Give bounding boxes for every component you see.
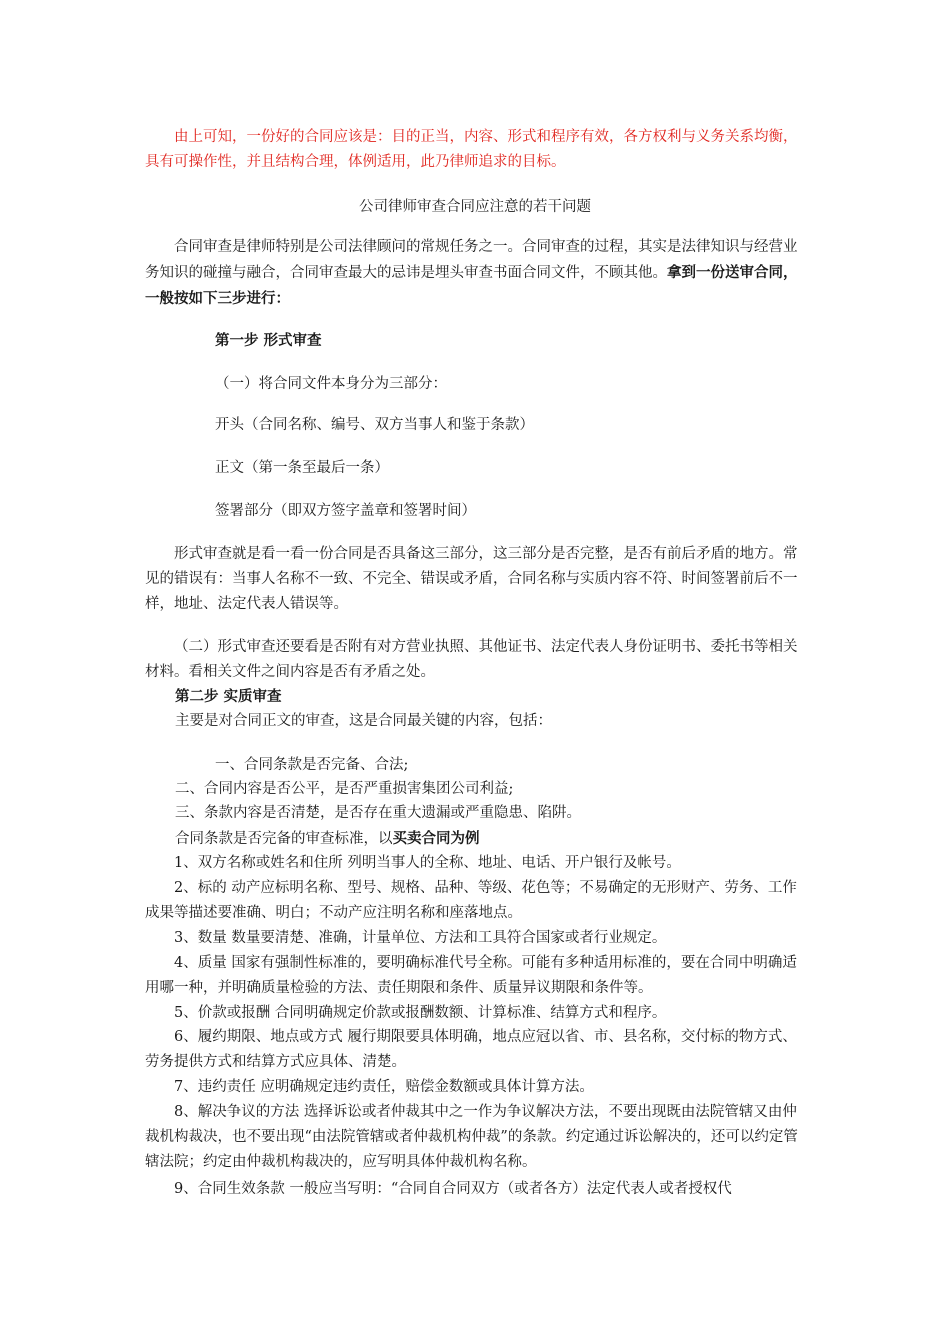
- clause-item-7: 7、违约责任 应明确规定违约责任，赔偿金数额或具体计算方法。: [174, 1079, 594, 1095]
- document-title: 公司律师审查合同应注意的若干问题: [359, 199, 591, 215]
- check-item-3: 三、条款内容是否清楚，是否存在重大遗漏或严重隐患、陷阱。: [175, 805, 581, 821]
- step1-heading: 第一步 形式审查: [215, 332, 322, 349]
- clause-item-1: 1、双方名称或姓名和住所 列明当事人的全称、地址、电话、开户银行及帐号。: [174, 855, 681, 871]
- clause-item-4: 4、质量 国家有强制性标准的，要明确标准代号全称。可能有多种适用标准的，要在合同中明确适用哪一种，并明确质量检验的方法、责任期限和条件、质量异议期限和条件等。: [145, 955, 797, 996]
- check-item-2: 二、合同内容是否公平，是否严重损害集团公司利益;: [175, 781, 514, 797]
- step1-paragraph-1: 形式审查就是看一看一份合同是否具备这三部分，这三部分是否完整，是否有前后矛盾的地方。常见的错误有：当事人名称不一致、不完全、错误或矛盾，合同名称与实质内容不符、时间签署前后不一样，地址、法定代表人错误等。: [145, 546, 798, 612]
- clause-item-9: 9、合同生效条款 一般应当写明：“合同自合同双方（或者各方）法定代表人或者授权代: [174, 1181, 732, 1197]
- contract-part-body: 正文（第一条至最后一条）: [215, 460, 389, 476]
- step2-heading: 第二步 实质审查: [175, 688, 282, 705]
- step2-lead: 主要是对合同正文的审查，这是合同最关键的内容，包括：: [175, 713, 552, 729]
- contract-part-signature: 签署部分（即双方签字盖章和签署时间）: [215, 503, 476, 519]
- intro-paragraph: [145, 235, 805, 312]
- clause-item-3: 3、数量 数量要清楚、准确，计量单位、方法和工具符合国家或者行业规定。: [174, 930, 667, 946]
- standard-example-bold: 买卖合同为例: [392, 830, 480, 847]
- contract-part-opening: 开头（合同名称、编号、双方当事人和鉴于条款）: [215, 417, 534, 433]
- clause-item-6: 6、履约期限、地点或方式 履行期限要具体明确，地点应冠以省、市、县名称，交付标的物方式、劳务提供方式和结算方式应具体、清楚。: [145, 1029, 797, 1070]
- completeness-standard: [175, 826, 480, 852]
- step1-subheading: （一）将合同文件本身分为三部分：: [215, 376, 447, 392]
- summary-paragraph: 由上可知，一份好的合同应该是：目的正当，内容、形式和程序有效，各方权利与义务关系均衡，具有可操作性，并且结构合理，体例适用，此乃律师追求的目标。: [145, 129, 798, 170]
- step1-paragraph-2: （二）形式审查还要看是否附有对方营业执照、其他证书、法定代表人身份证明书、委托书等相关材料。看相关文件之间内容是否有矛盾之处。: [145, 639, 798, 680]
- clause-item-2: 2、标的 动产应标明名称、型号、规格、品种、等级、花色等；不易确定的无形财产、劳务、工作成果等描述要准确、明白；不动产应注明名称和座落地点。: [145, 880, 797, 921]
- intro-text: 合同审查是律师特别是公司法律顾问的常规任务之一。合同审查的过程，其实是法律知识与经营业务知识的碰撞与融合，合同审查最大的忌讳是埋头审查书面合同文件，不顾其他。: [145, 239, 798, 281]
- intro-bold-tail: 拿到一份送审合同，一般按如下三步进行：: [145, 264, 798, 307]
- clause-item-8: 8、解决争议的方法 选择诉讼或者仲裁其中之一作为争议解决方法，不要出现既由法院管辖又由仲裁机构裁决，也不要出现“由法院管辖或者仲裁机构仲裁”的条款。约定通过诉讼解决的，还可以约定管辖法院；约定由仲裁机构裁决的，应写明具体仲裁机构名称。: [145, 1104, 798, 1170]
- clause-item-5: 5、价款或报酬 合同明确规定价款或报酬数额、计算标准、结算方式和程序。: [174, 1005, 667, 1021]
- standard-prefix: 合同条款是否完备的审查标准，以: [175, 831, 393, 847]
- check-item-1: 一、合同条款是否完备、合法;: [215, 757, 409, 773]
